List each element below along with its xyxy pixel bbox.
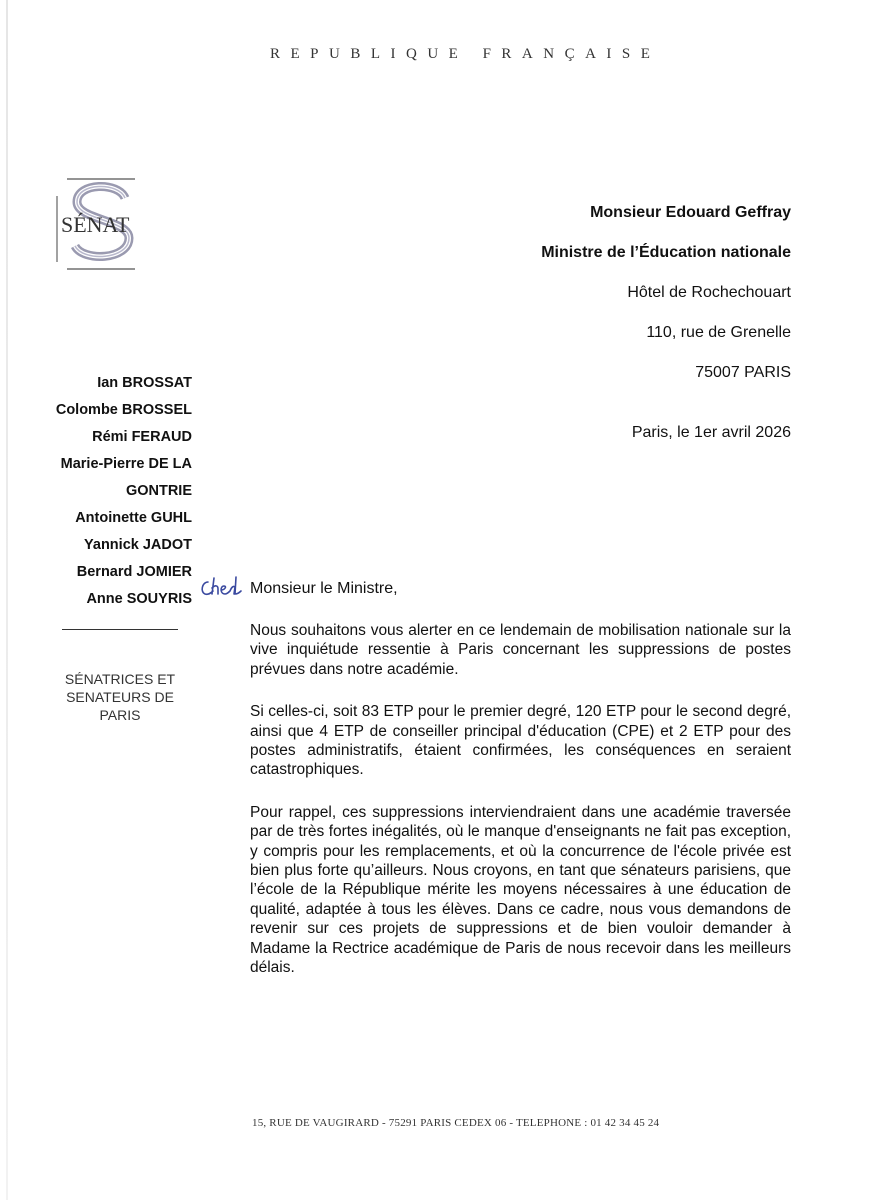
senator-name: Rémi FERAUD [92,429,192,445]
recipient-name: Monsieur Edouard Geffray [590,204,791,221]
side-label-line: SENATEURS DE [66,689,174,705]
senat-logo [55,176,145,272]
senator-name: Antoinette GUHL [75,510,192,526]
recipient-street: 110, rue de Grenelle [646,324,791,341]
senator-name: Colombe BROSSEL [55,402,192,418]
recipient-title: Ministre de l’Éducation nationale [541,244,791,261]
senator-name: Yannick JADOT [84,537,192,553]
body-paragraph: Nous souhaitons vous alerter en ce lendemain de mobilisation nationale sur la vive inquiétude ressentie à Paris concernant les suppressions de postes prévues dans notre académie. [250,622,791,678]
senators-group-label [40,670,200,724]
salutation: Monsieur le Ministre, [250,580,398,597]
senator-name: Anne SOUYRIS [86,591,192,607]
body-paragraph: Si celles-ci, soit 83 ETP pour le premier degré, 120 ETP pour le second degré, ainsi que 4 ETP de conseiller principal d'éducation (CPE) et 2 ETP pour des postes administratifs, étaient confirmées, les conséquences en seraient catastrophiques. [250,703,791,779]
senators-list [36,370,192,613]
handwritten-cher [198,574,244,602]
logo-text: SÉNAT [61,212,130,237]
republique-header: REPUBLIQUE FRANÇAISE [270,46,661,62]
letter-body [250,621,791,1001]
body-paragraph: Pour rappel, ces suppressions interviendraient dans une académie traversée par de très fortes inégalités, où le manque d'enseignants ne fait pas exception, y compris pour les remplacements, et où la concurrence de l'école privée est bien plus forte qu’ailleurs. Nous croyons, en tant que sénateurs parisiens, que l’école de la République mérite les moyens nécessaires à une éducation de qualité, adaptée à tous les élèves. Dans ce cadre, nous vous demandons de revenir sur ces projets de suppressions et de bien vouloir demander à Madame la Rectrice académique de Paris de nous recevoir dans les meilleurs délais. [250,803,791,977]
recipient-city: 75007 PARIS [695,364,791,381]
senator-name: Ian BROSSAT [97,375,192,391]
senator-name: Marie-Pierre DE LA [60,456,192,472]
senator-name: Bernard JOMIER [76,564,192,580]
letter-date: Paris, le 1er avril 2026 [631,424,791,441]
side-label-line: SÉNATRICES ET [64,671,176,687]
senator-name: GONTRIE [125,483,192,499]
side-label-line: PARIS [99,707,141,723]
footer-address: 15, RUE DE VAUGIRARD - 75291 PARIS CEDEX 06 - TELEPHONE : 01 42 34 45 24 [252,1117,660,1129]
side-divider [62,629,178,630]
recipient-building: Hôtel de Rochechouart [627,284,791,301]
recipient-address [541,204,791,404]
senat-logo-icon [55,176,145,272]
page-edge [6,0,8,1200]
